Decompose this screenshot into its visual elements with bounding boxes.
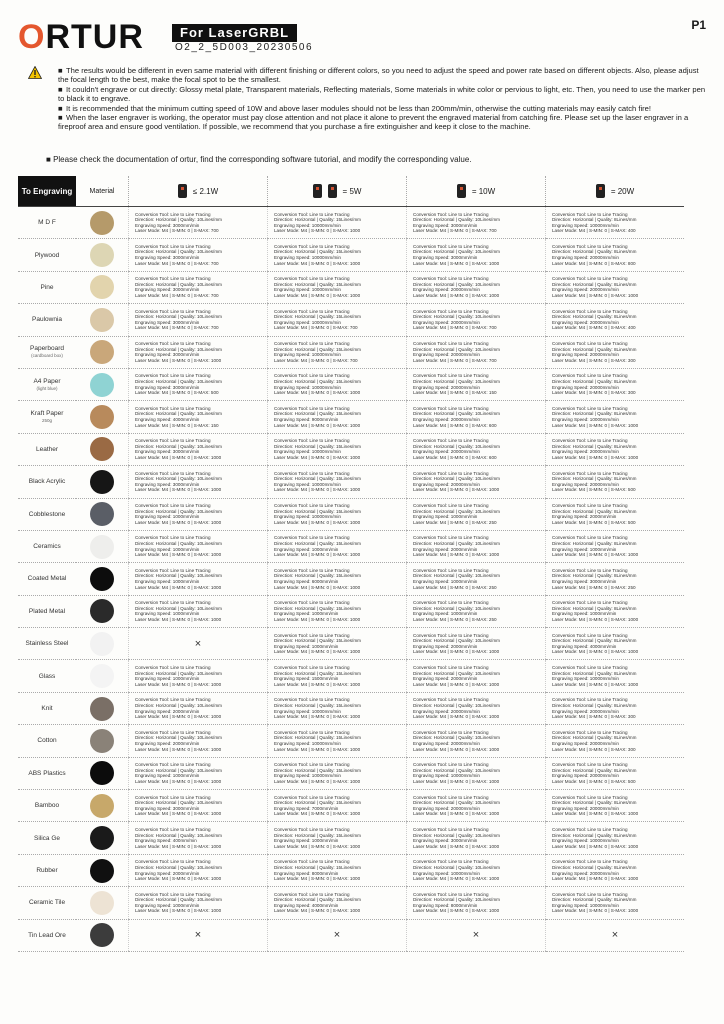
parameter-cell: Conversion Tool: Line to Line Tracing Direction: Horizontal | Quality: 15Lines/mm Engraving Speed: 1000mm/min Laser Mode: M4 | S-MIN: 0 | S-MAX: 1000 bbox=[268, 628, 407, 660]
table-row bbox=[18, 433, 684, 465]
parameter-cell: Conversion Tool: Line to Line Tracing Direction: Horizontal | Quality: 10Lines/mm Engraving Speed: 20000mm/min Laser Mode: M4 | S-MIN: 0 | S-MAX: 600 bbox=[407, 401, 546, 433]
material-name: Cobblestone bbox=[18, 498, 76, 530]
parameter-cell: Conversion Tool: Line to Line Tracing Direction: Horizontal | Quality: 10Lines/mm Engraving Speed: 3000mm/min Laser Mode: M4 | S-MIN: 0 | S-MAX: 500 bbox=[129, 368, 268, 400]
note-item: ■ It is recommended that the minimum cutting speed of 10W and above laser modules should not be less than 200mm/min, otherwise the cutting materials may easily catch fire! bbox=[58, 103, 652, 113]
parameter-cell: Conversion Tool: Line to Line Tracing Direction: Horizontal | Quality: 10Lines/mm Engraving Speed: 3000mm/min Laser Mode: M4 | S-MIN: 0 | S-MAX: 1000 bbox=[407, 822, 546, 854]
parameter-cell: Conversion Tool: Line to Line Tracing Direction: Horizontal | Quality: 10Lines/mm Engraving Speed: 2000mm/min Laser Mode: M4 | S-MIN: 0 | S-MAX: 1000 bbox=[129, 725, 268, 757]
material-swatch-cell bbox=[76, 271, 129, 303]
material-swatch bbox=[90, 923, 114, 947]
parameter-cell: Conversion Tool: Line to Line Tracing Direction: Horizontal | Quality: 10Lines/mm Engraving Speed: 20000mm/min Laser Mode: M4 | S-MIN: 0 | S-MAX: 700 bbox=[407, 336, 546, 368]
parameter-cell: Conversion Tool: Line to Line Tracing Direction: Horizontal | Quality: 10Lines/mm Engraving Speed: 20000mm/min Laser Mode: M4 | S-MIN: 0 | S-MAX: 150 bbox=[407, 368, 546, 400]
material-name: Black Acrylic bbox=[18, 466, 76, 498]
parameter-cell: Conversion Tool: Line to Line Tracing Direction: Horizontal | Quality: 10Lines/mm Engraving Speed: 3000mm/min Laser Mode: M4 | S-MIN: 0 | S-MAX: 1000 bbox=[129, 336, 268, 368]
material-name: ABS Plastics bbox=[18, 757, 76, 789]
parameter-cell: Conversion Tool: Line to Line Tracing Direction: Horizontal | Quality: 8Lines/mm Engraving Speed: 20000mm/min Laser Mode: M4 | S-MIN: 0 | S-MAX: 1000 bbox=[546, 433, 685, 465]
material-swatch-cell bbox=[76, 757, 129, 789]
parameter-cell: Conversion Tool: Line to Line Tracing Direction: Horizontal | Quality: 15Lines/mm Engraving Speed: 1000mm/min Laser Mode: M4 | S-MIN: 0 | S-MAX: 1000 bbox=[268, 530, 407, 562]
material-name: Cotton bbox=[18, 725, 76, 757]
parameter-cell: Conversion Tool: Line to Line Tracing Direction: Horizontal | Quality: 10Lines/mm Engraving Speed: 1000mm/min Laser Mode: M4 | S-MIN: 0 | S-MAX: 250 bbox=[407, 563, 546, 595]
material-name: Kraft Paper 250g bbox=[18, 401, 76, 433]
parameter-cell: Conversion Tool: Line to Line Tracing Direction: Horizontal | Quality: 8Lines/mm Engraving Speed: 20000mm/min Laser Mode: M4 | S-MIN: 0 | S-MAX: 300 bbox=[546, 725, 685, 757]
material-swatch bbox=[90, 535, 114, 559]
table-row bbox=[18, 854, 684, 886]
parameter-cell: Conversion Tool: Line to Line Tracing Direction: Horizontal | Quality: 10Lines/mm Engraving Speed: 20000mm/min Laser Mode: M4 | S-MIN: 0 | S-MAX: 1000 bbox=[407, 790, 546, 822]
table-row bbox=[18, 822, 684, 854]
parameter-cell: Conversion Tool: Line to Line Tracing Direction: Horizontal | Quality: 15Lines/mm Engraving Speed: 10000mm/min Laser Mode: M4 | S-MIN: 0 | S-MAX: 1000 bbox=[268, 757, 407, 789]
material-name: Paperboard (cardboard box) bbox=[18, 336, 76, 368]
material-swatch-cell bbox=[76, 433, 129, 465]
material-swatch bbox=[90, 275, 114, 299]
parameter-cell: Conversion Tool: Line to Line Tracing Direction: Horizontal | Quality: 15Lines/mm Engraving Speed: 10000mm/min Laser Mode: M4 | S-MIN: 0 | S-MAX: 700 bbox=[268, 304, 407, 336]
table-row bbox=[18, 628, 684, 660]
material-swatch bbox=[90, 470, 114, 494]
parameter-cell: Conversion Tool: Line to Line Tracing Direction: Horizontal | Quality: 10Lines/mm Engraving Speed: 3000mm/min Laser Mode: M4 | S-MIN: 0 | S-MAX: 1000 bbox=[129, 433, 268, 465]
parameter-cell: Conversion Tool: Line to Line Tracing Direction: Horizontal | Quality: 15Lines/mm Engraving Speed: 6000mm/min Laser Mode: M4 | S-MIN: 0 | S-MAX: 1000 bbox=[268, 563, 407, 595]
material-swatch-cell bbox=[76, 725, 129, 757]
parameter-cell: Conversion Tool: Line to Line Tracing Direction: Horizontal | Quality: 10Lines/mm Engraving Speed: 3000mm/min Laser Mode: M4 | S-MIN: 0 | S-MAX: 700 bbox=[129, 239, 268, 271]
material-swatch bbox=[90, 891, 114, 915]
parameter-cell: Conversion Tool: Line to Line Tracing Direction: Horizontal | Quality: 8Lines/mm Engraving Speed: 20000mm/min Laser Mode: M4 | S-MIN: 0 | S-MAX: 400 bbox=[546, 304, 685, 336]
parameter-cell: Conversion Tool: Line to Line Tracing Direction: Horizontal | Quality: 8Lines/mm Engraving Speed: 10000mm/min Laser Mode: M4 | S-MIN: 0 | S-MAX: 1000 bbox=[546, 660, 685, 692]
parameter-cell: Conversion Tool: Line to Line Tracing Direction: Horizontal | Quality: 10Lines/mm Engraving Speed: 20000mm/min Laser Mode: M4 | S-MIN: 0 | S-MAX: 600 bbox=[407, 433, 546, 465]
software-badge: For LaserGRBL bbox=[172, 24, 297, 42]
note-item: ■ It couldn't engrave or cut directly: Glossy metal plate, Transparent materials, Reflecting materials, Some materials in white color or pervious to light, etc. Then, you need to use the marker pen to black it to engrave. bbox=[58, 84, 706, 104]
material-name: Paulownia bbox=[18, 304, 76, 336]
parameter-cell: Conversion Tool: Line to Line Tracing Direction: Horizontal | Quality: 8Lines/mm Engraving Speed: 20000mm/min Laser Mode: M4 | S-MIN: 0 | S-MAX: 500 bbox=[546, 757, 685, 789]
ortur-logo: ORTUR bbox=[18, 18, 144, 56]
parameter-cell: Conversion Tool: Line to Line Tracing Direction: Horizontal | Quality: 15Lines/mm Engraving Speed: 10000mm/min Laser Mode: M4 | S-MIN: 0 | S-MAX: 1000 bbox=[268, 498, 407, 530]
parameter-cell: Conversion Tool: Line to Line Tracing Direction: Horizontal | Quality: 8Lines/mm Engraving Speed: 20000mm/min Laser Mode: M4 | S-MIN: 0 | S-MAX: 300 bbox=[546, 368, 685, 400]
material-swatch-cell bbox=[76, 304, 129, 336]
table-row bbox=[18, 692, 684, 724]
material-swatch bbox=[90, 308, 114, 332]
material-swatch-cell bbox=[76, 498, 129, 530]
table-row bbox=[18, 919, 684, 951]
material-swatch bbox=[90, 729, 114, 753]
material-swatch-cell bbox=[76, 207, 129, 239]
parameter-cell: Conversion Tool: Line to Line Tracing Direction: Horizontal | Quality: 8Lines/mm Engraving Speed: 20000mm/min Laser Mode: M4 | S-MIN: 0 | S-MAX: 300 bbox=[546, 336, 685, 368]
parameter-cell: Conversion Tool: Line to Line Tracing Direction: Horizontal | Quality: 10Lines/mm Engraving Speed: 3000mm/min Laser Mode: M4 | S-MIN: 0 | S-MAX: 700 bbox=[129, 271, 268, 303]
parameter-cell: Conversion Tool: Line to Line Tracing Direction: Horizontal | Quality: 10Lines/mm Engraving Speed: 1000mm/min Laser Mode: M4 | S-MIN: 0 | S-MAX: 1000 bbox=[129, 887, 268, 919]
parameter-cell: Conversion Tool: Line to Line Tracing Direction: Horizontal | Quality: 10Lines/mm Engraving Speed: 3000mm/min Laser Mode: M4 | S-MIN: 0 | S-MAX: 700 bbox=[407, 207, 546, 239]
table-row bbox=[18, 239, 684, 271]
material-swatch bbox=[90, 567, 114, 591]
column-header-power: = 20W bbox=[546, 176, 685, 207]
table-row bbox=[18, 271, 684, 303]
table-row bbox=[18, 563, 684, 595]
material-name: M D F bbox=[18, 207, 76, 239]
parameter-cell: Conversion Tool: Line to Line Tracing Direction: Horizontal | Quality: 15Lines/mm Engraving Speed: 4000mm/min Laser Mode: M4 | S-MIN: 0 | S-MAX: 1000 bbox=[268, 887, 407, 919]
parameter-cell: Conversion Tool: Line to Line Tracing Direction: Horizontal | Quality: 15Lines/mm Engraving Speed: 10000mm/min Laser Mode: M4 | S-MIN: 0 | S-MAX: 1000 bbox=[268, 466, 407, 498]
laser-module-icon bbox=[178, 184, 187, 198]
parameter-cell: Conversion Tool: Line to Line Tracing Direction: Horizontal | Quality: 8Lines/mm Engraving Speed: 4000mm/min Laser Mode: M4 | S-MIN: 0 | S-MAX: 1000 bbox=[546, 628, 685, 660]
parameter-cell: Conversion Tool: Line to Line Tracing Direction: Horizontal | Quality: 8Lines/mm Engraving Speed: 1000mm/min Laser Mode: M4 | S-MIN: 0 | S-MAX: 1000 bbox=[546, 530, 685, 562]
parameter-cell: Conversion Tool: Line to Line Tracing Direction: Horizontal | Quality: 15Lines/mm Engraving Speed: 8000mm/min Laser Mode: M4 | S-MIN: 0 | S-MAX: 1000 bbox=[268, 854, 407, 886]
material-name: Pine bbox=[18, 271, 76, 303]
column-header-material: Material bbox=[76, 176, 129, 207]
table-row bbox=[18, 336, 684, 368]
laser-module-icon bbox=[457, 184, 466, 198]
parameter-cell: Conversion Tool: Line to Line Tracing Direction: Horizontal | Quality: 15Lines/mm Engraving Speed: 10000mm/min Laser Mode: M4 | S-MIN: 0 | S-MAX: 1000 bbox=[268, 433, 407, 465]
material-swatch-cell bbox=[76, 790, 129, 822]
column-header-power: = 10W bbox=[407, 176, 546, 207]
material-swatch-cell bbox=[76, 336, 129, 368]
parameter-cell: Conversion Tool: Line to Line Tracing Direction: Horizontal | Quality: 15Lines/mm Engraving Speed: 9000mm/min Laser Mode: M4 | S-MIN: 0 | S-MAX: 1000 bbox=[268, 401, 407, 433]
parameter-cell: Conversion Tool: Line to Line Tracing Direction: Horizontal | Quality: 8Lines/mm Engraving Speed: 2000mm/min Laser Mode: M4 | S-MIN: 0 | S-MAX: 500 bbox=[546, 498, 685, 530]
parameter-cell: Conversion Tool: Line to Line Tracing Direction: Horizontal | Quality: 15Lines/mm Engraving Speed: 10000mm/min Laser Mode: M4 | S-MIN: 0 | S-MAX: 1000 bbox=[268, 271, 407, 303]
laser-module-icon bbox=[596, 184, 605, 198]
parameter-cell: Conversion Tool: Line to Line Tracing Direction: Horizontal | Quality: 10Lines/mm Engraving Speed: 20000mm/min Laser Mode: M4 | S-MIN: 0 | S-MAX: 1000 bbox=[407, 271, 546, 303]
table-row bbox=[18, 368, 684, 400]
material-name: Rubber bbox=[18, 854, 76, 886]
safety-notes bbox=[58, 66, 710, 132]
parameter-cell: Conversion Tool: Line to Line Tracing Direction: Horizontal | Quality: 10Lines/mm Engraving Speed: 400mm/min Laser Mode: M4 | S-MIN: 0 | S-MAX: 1000 bbox=[129, 822, 268, 854]
material-swatch bbox=[90, 373, 114, 397]
material-swatch-cell bbox=[76, 563, 129, 595]
parameter-cell: Conversion Tool: Line to Line Tracing Direction: Horizontal | Quality: 8Lines/mm Engraving Speed: 3000mm/min Laser Mode: M4 | S-MIN: 0 | S-MAX: 250 bbox=[546, 563, 685, 595]
table-row bbox=[18, 725, 684, 757]
material-swatch-cell bbox=[76, 368, 129, 400]
parameter-cell: Conversion Tool: Line to Line Tracing Direction: Horizontal | Quality: 10Lines/mm Engraving Speed: 1000mm/min Laser Mode: M4 | S-MIN: 0 | S-MAX: 250 bbox=[407, 595, 546, 627]
material-name: Bamboo bbox=[18, 790, 76, 822]
not-applicable-mark: × bbox=[546, 919, 685, 951]
parameter-cell: Conversion Tool: Line to Line Tracing Direction: Horizontal | Quality: 10Lines/mm Engraving Speed: 2000mm/min Laser Mode: M4 | S-MIN: 0 | S-MAX: 1000 bbox=[407, 660, 546, 692]
parameter-cell: Conversion Tool: Line to Line Tracing Direction: Horizontal | Quality: 10Lines/mm Engraving Speed: 3000mm/min Laser Mode: M4 | S-MIN: 0 | S-MAX: 700 bbox=[129, 304, 268, 336]
material-swatch bbox=[90, 664, 114, 688]
column-header-power: = 5W bbox=[268, 176, 407, 207]
table-row bbox=[18, 790, 684, 822]
parameter-cell: Conversion Tool: Line to Line Tracing Direction: Horizontal | Quality: 10Lines/mm Engraving Speed: 1000mm/min Laser Mode: M4 | S-MIN: 0 | S-MAX: 1000 bbox=[129, 563, 268, 595]
material-swatch bbox=[90, 697, 114, 721]
material-name: Ceramics bbox=[18, 530, 76, 562]
parameter-cell: Conversion Tool: Line to Line Tracing Direction: Horizontal | Quality: 10Lines/mm Engraving Speed: 1000mm/min Laser Mode: M4 | S-MIN: 0 | S-MAX: 1000 bbox=[129, 595, 268, 627]
parameter-cell: Conversion Tool: Line to Line Tracing Direction: Horizontal | Quality: 8Lines/mm Engraving Speed: 20000mm/min Laser Mode: M4 | S-MIN: 0 | S-MAX: 1000 bbox=[546, 854, 685, 886]
parameter-cell: Conversion Tool: Line to Line Tracing Direction: Horizontal | Quality: 10Lines/mm Engraving Speed: 3000mm/min Laser Mode: M4 | S-MIN: 0 | S-MAX: 1000 bbox=[129, 790, 268, 822]
table-row bbox=[18, 887, 684, 919]
parameter-cell: Conversion Tool: Line to Line Tracing Direction: Horizontal | Quality: 10Lines/mm Engraving Speed: 1000mm/min Laser Mode: M4 | S-MIN: 0 | S-MAX: 1000 bbox=[129, 757, 268, 789]
parameter-cell: Conversion Tool: Line to Line Tracing Direction: Horizontal | Quality: 15Lines/mm Engraving Speed: 10000mm/min Laser Mode: M4 | S-MIN: 0 | S-MAX: 1000 bbox=[268, 368, 407, 400]
warning-icon bbox=[28, 66, 42, 79]
parameter-cell: Conversion Tool: Line to Line Tracing Direction: Horizontal | Quality: 10Lines/mm Engraving Speed: 20000mm/min Laser Mode: M4 | S-MIN: 0 | S-MAX: 1000 bbox=[407, 725, 546, 757]
material-name: Tin Lead Ore bbox=[18, 919, 76, 951]
parameter-cell: Conversion Tool: Line to Line Tracing Direction: Horizontal | Quality: 10Lines/mm Engraving Speed: 3000mm/min Laser Mode: M4 | S-MIN: 0 | S-MAX: 1000 bbox=[129, 466, 268, 498]
material-swatch-cell bbox=[76, 239, 129, 271]
laser-module-icon bbox=[313, 184, 322, 198]
table-row bbox=[18, 530, 684, 562]
parameter-cell: Conversion Tool: Line to Line Tracing Direction: Horizontal | Quality: 8Lines/mm Engraving Speed: 20000mm/min Laser Mode: M4 | S-MIN: 0 | S-MAX: 500 bbox=[546, 466, 685, 498]
column-header-power: ≤ 2.1W bbox=[129, 176, 268, 207]
table-row bbox=[18, 660, 684, 692]
table-row bbox=[18, 757, 684, 789]
material-swatch-cell bbox=[76, 692, 129, 724]
material-swatch-cell bbox=[76, 822, 129, 854]
table-row bbox=[18, 466, 684, 498]
not-applicable-mark: × bbox=[129, 628, 268, 660]
material-name: A4 Paper (light blue) bbox=[18, 368, 76, 400]
material-swatch bbox=[90, 826, 114, 850]
documentation-note: ■ Please check the documentation of ortur, find the corresponding software tutorial, and modify the corresponding value. bbox=[46, 155, 472, 164]
parameter-cell: Conversion Tool: Line to Line Tracing Direction: Horizontal | Quality: 15Lines/mm Engraving Speed: 10000mm/min Laser Mode: M4 | S-MIN: 0 | S-MAX: 1000 bbox=[268, 692, 407, 724]
material-name: Stainless Steel bbox=[18, 628, 76, 660]
parameter-cell: Conversion Tool: Line to Line Tracing Direction: Horizontal | Quality: 8Lines/mm Engraving Speed: 20000mm/min Laser Mode: M4 | S-MIN: 0 | S-MAX: 300 bbox=[546, 692, 685, 724]
parameter-cell: Conversion Tool: Line to Line Tracing Direction: Horizontal | Quality: 8Lines/mm Engraving Speed: 10000mm/min Laser Mode: M4 | S-MIN: 0 | S-MAX: 400 bbox=[546, 207, 685, 239]
material-swatch bbox=[90, 340, 114, 364]
material-name: Plated Metal bbox=[18, 595, 76, 627]
parameter-cell: Conversion Tool: Line to Line Tracing Direction: Horizontal | Quality: 10Lines/mm Engraving Speed: 4000mm/min Laser Mode: M4 | S-MIN: 0 | S-MAX: 150 bbox=[129, 401, 268, 433]
parameter-cell: Conversion Tool: Line to Line Tracing Direction: Horizontal | Quality: 8Lines/mm Engraving Speed: 10000mm/min Laser Mode: M4 | S-MIN: 0 | S-MAX: 1000 bbox=[546, 401, 685, 433]
parameter-cell: Conversion Tool: Line to Line Tracing Direction: Horizontal | Quality: 10Lines/mm Engraving Speed: 2000mm/min Laser Mode: M4 | S-MIN: 0 | S-MAX: 1000 bbox=[407, 530, 546, 562]
parameter-cell: Conversion Tool: Line to Line Tracing Direction: Horizontal | Quality: 10Lines/mm Engraving Speed: 20000mm/min Laser Mode: M4 | S-MIN: 0 | S-MAX: 700 bbox=[407, 304, 546, 336]
parameter-cell: Conversion Tool: Line to Line Tracing Direction: Horizontal | Quality: 15Lines/mm Engraving Speed: 10000mm/min Laser Mode: M4 | S-MIN: 0 | S-MAX: 1000 bbox=[268, 239, 407, 271]
note-item: ■ The results would be different in even same material with different finishing or different colors, so you need to adjust the speed and power rate based on different objects. Also, please adjust the focal length to the best, make the focal spot to be the smallest. bbox=[58, 66, 699, 85]
parameter-cell: Conversion Tool: Line to Line Tracing Direction: Horizontal | Quality: 10Lines/mm Engraving Speed: 1000mm/min Laser Mode: M4 | S-MIN: 0 | S-MAX: 250 bbox=[407, 498, 546, 530]
material-name: Ceramic Tile bbox=[18, 887, 76, 919]
note-item: ■ When the laser engraver is working, the operator must pay close attention and not place it alone to prevent the engraved material from catching fire. Please set up the laser engraver in a fireproof area and ensure good ventilation. If possible, we recommend that you purchase a fire extinguisher and keep it close to the machine. bbox=[58, 113, 689, 132]
laser-module-icon bbox=[328, 184, 337, 198]
parameter-cell: Conversion Tool: Line to Line Tracing Direction: Horizontal | Quality: 8Lines/mm Engraving Speed: 10000mm/min Laser Mode: M4 | S-MIN: 0 | S-MAX: 1000 bbox=[546, 822, 685, 854]
material-swatch bbox=[90, 761, 114, 785]
material-swatch-cell bbox=[76, 595, 129, 627]
material-name: Knit bbox=[18, 692, 76, 724]
parameter-cell: Conversion Tool: Line to Line Tracing Direction: Horizontal | Quality: 8Lines/mm Engraving Speed: 1000mm/min Laser Mode: M4 | S-MIN: 0 | S-MAX: 1000 bbox=[546, 595, 685, 627]
material-swatch-cell bbox=[76, 401, 129, 433]
engraving-parameter-table bbox=[18, 176, 684, 952]
material-swatch-cell bbox=[76, 628, 129, 660]
parameter-cell: Conversion Tool: Line to Line Tracing Direction: Horizontal | Quality: 10Lines/mm Engraving Speed: 8000mm/min Laser Mode: M4 | S-MIN: 0 | S-MAX: 1000 bbox=[407, 887, 546, 919]
parameter-cell: Conversion Tool: Line to Line Tracing Direction: Horizontal | Quality: 15Lines/mm Engraving Speed: 10000mm/min Laser Mode: M4 | S-MIN: 0 | S-MAX: 700 bbox=[268, 336, 407, 368]
parameter-cell: Conversion Tool: Line to Line Tracing Direction: Horizontal | Quality: 10Lines/mm Engraving Speed: 1000mm/min Laser Mode: M4 | S-MIN: 0 | S-MAX: 1000 bbox=[129, 530, 268, 562]
material-swatch bbox=[90, 794, 114, 818]
parameter-cell: Conversion Tool: Line to Line Tracing Direction: Horizontal | Quality: 10Lines/mm Engraving Speed: 20000mm/min Laser Mode: M4 | S-MIN: 0 | S-MAX: 1000 bbox=[407, 466, 546, 498]
material-swatch-cell bbox=[76, 530, 129, 562]
parameter-cell: Conversion Tool: Line to Line Tracing Direction: Horizontal | Quality: 15Lines/mm Engraving Speed: 1000mm/min Laser Mode: M4 | S-MIN: 0 | S-MAX: 1000 bbox=[268, 595, 407, 627]
material-name: Glass bbox=[18, 660, 76, 692]
not-applicable-mark: × bbox=[407, 919, 546, 951]
parameter-cell: Conversion Tool: Line to Line Tracing Direction: Horizontal | Quality: 10Lines/mm Engraving Speed: 2000mm/min Laser Mode: M4 | S-MIN: 0 | S-MAX: 1000 bbox=[407, 628, 546, 660]
not-applicable-mark: × bbox=[268, 919, 407, 951]
parameter-cell: Conversion Tool: Line to Line Tracing Direction: Horizontal | Quality: 8Lines/mm Engraving Speed: 20000mm/min Laser Mode: M4 | S-MIN: 0 | S-MAX: 800 bbox=[546, 239, 685, 271]
table-row bbox=[18, 401, 684, 433]
material-swatch bbox=[90, 599, 114, 623]
parameter-cell: Conversion Tool: Line to Line Tracing Direction: Horizontal | Quality: 10Lines/mm Engraving Speed: 2000mm/min Laser Mode: M4 | S-MIN: 0 | S-MAX: 1000 bbox=[129, 854, 268, 886]
parameter-cell: Conversion Tool: Line to Line Tracing Direction: Horizontal | Quality: 15Lines/mm Engraving Speed: 1000mm/min Laser Mode: M4 | S-MIN: 0 | S-MAX: 1000 bbox=[268, 822, 407, 854]
material-swatch bbox=[90, 243, 114, 267]
parameter-cell: Conversion Tool: Line to Line Tracing Direction: Horizontal | Quality: 10Lines/mm Engraving Speed: 10000mm/min Laser Mode: M4 | S-MIN: 0 | S-MAX: 1000 bbox=[407, 854, 546, 886]
document-id: O2_2_5D003_20230506 bbox=[175, 42, 314, 53]
material-swatch-cell bbox=[76, 887, 129, 919]
parameter-cell: Conversion Tool: Line to Line Tracing Direction: Horizontal | Quality: 15Lines/mm Engraving Speed: 10000mm/min Laser Mode: M4 | S-MIN: 0 | S-MAX: 1000 bbox=[268, 725, 407, 757]
parameter-cell: Conversion Tool: Line to Line Tracing Direction: Horizontal | Quality: 15Lines/mm Engraving Speed: 7000mm/min Laser Mode: M4 | S-MIN: 0 | S-MAX: 1000 bbox=[268, 790, 407, 822]
parameter-cell: Conversion Tool: Line to Line Tracing Direction: Horizontal | Quality: 10Lines/mm Engraving Speed: 2000mm/min Laser Mode: M4 | S-MIN: 0 | S-MAX: 1000 bbox=[129, 692, 268, 724]
parameter-cell: Conversion Tool: Line to Line Tracing Direction: Horizontal | Quality: 10Lines/mm Engraving Speed: 3000mm/min Laser Mode: M4 | S-MIN: 0 | S-MAX: 1000 bbox=[407, 239, 546, 271]
material-swatch bbox=[90, 405, 114, 429]
material-swatch bbox=[90, 437, 114, 461]
parameter-cell: Conversion Tool: Line to Line Tracing Direction: Horizontal | Quality: 15Lines/mm Engraving Speed: 1500mm/min Laser Mode: M4 | S-MIN: 0 | S-MAX: 1000 bbox=[268, 660, 407, 692]
material-name: Coated Metal bbox=[18, 563, 76, 595]
parameter-cell: Conversion Tool: Line to Line Tracing Direction: Horizontal | Quality: 10Lines/mm Engraving Speed: 10000mm/min Laser Mode: M4 | S-MIN: 0 | S-MAX: 1000 bbox=[407, 757, 546, 789]
parameter-cell: Conversion Tool: Line to Line Tracing Direction: Horizontal | Quality: 10Lines/mm Engraving Speed: 1000mm/min Laser Mode: M4 | S-MIN: 0 | S-MAX: 1000 bbox=[129, 660, 268, 692]
material-name: Plywood bbox=[18, 239, 76, 271]
material-name: Leather bbox=[18, 433, 76, 465]
parameter-cell: Conversion Tool: Line to Line Tracing Direction: Horizontal | Quality: 8Lines/mm Engraving Speed: 20000mm/min Laser Mode: M4 | S-MIN: 0 | S-MAX: 1000 bbox=[546, 271, 685, 303]
table-row bbox=[18, 595, 684, 627]
page-number: P1 bbox=[691, 18, 706, 32]
parameter-cell: Conversion Tool: Line to Line Tracing Direction: Horizontal | Quality: 10Lines/mm Engraving Speed: 20000mm/min Laser Mode: M4 | S-MIN: 0 | S-MAX: 1000 bbox=[407, 692, 546, 724]
parameter-cell: Conversion Tool: Line to Line Tracing Direction: Horizontal | Quality: 10Lines/mm Engraving Speed: 1000mm/min Laser Mode: M4 | S-MIN: 0 | S-MAX: 1000 bbox=[129, 498, 268, 530]
parameter-cell: Conversion Tool: Line to Line Tracing Direction: Horizontal | Quality: 8Lines/mm Engraving Speed: 20000mm/min Laser Mode: M4 | S-MIN: 0 | S-MAX: 1000 bbox=[546, 790, 685, 822]
material-swatch bbox=[90, 502, 114, 526]
table-row bbox=[18, 207, 684, 239]
parameter-cell: Conversion Tool: Line to Line Tracing Direction: Horizontal | Quality: 10Lines/mm Engraving Speed: 3000mm/min Laser Mode: M4 | S-MIN: 0 | S-MAX: 700 bbox=[129, 207, 268, 239]
not-applicable-mark: × bbox=[129, 919, 268, 951]
material-swatch-cell bbox=[76, 466, 129, 498]
material-name: Silica Ge bbox=[18, 822, 76, 854]
table-row bbox=[18, 498, 684, 530]
table-row bbox=[18, 304, 684, 336]
parameter-cell: Conversion Tool: Line to Line Tracing Direction: Horizontal | Quality: 8Lines/mm Engraving Speed: 10000mm/min Laser Mode: M4 | S-MIN: 0 | S-MAX: 1000 bbox=[546, 887, 685, 919]
material-swatch bbox=[90, 211, 114, 235]
material-swatch-cell bbox=[76, 660, 129, 692]
material-swatch bbox=[90, 632, 114, 656]
material-swatch-cell bbox=[76, 919, 129, 951]
parameter-cell: Conversion Tool: Line to Line Tracing Direction: Horizontal | Quality: 15Lines/mm Engraving Speed: 10000mm/min Laser Mode: M4 | S-MIN: 0 | S-MAX: 1000 bbox=[268, 207, 407, 239]
column-header-engraving: To Engraving bbox=[18, 176, 76, 207]
material-swatch bbox=[90, 859, 114, 883]
material-swatch-cell bbox=[76, 854, 129, 886]
